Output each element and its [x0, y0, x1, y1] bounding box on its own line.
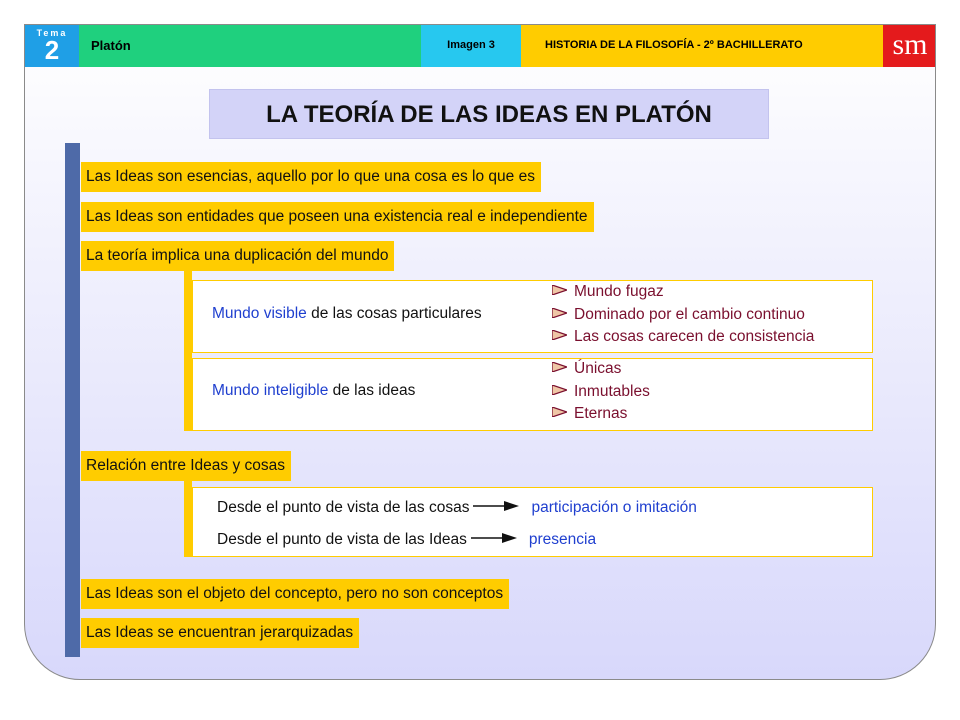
viewpoint-text: Desde el punto de vista de las Ideas	[217, 531, 467, 548]
world-intelligible-name: Mundo inteligible	[212, 382, 329, 399]
relation-panel	[192, 487, 873, 557]
relation-result: participación o imitación	[531, 499, 697, 516]
pointer-triangle-icon	[552, 385, 567, 395]
tema-number: 2	[44, 35, 60, 65]
long-arrow-icon	[471, 533, 517, 543]
world-intelligible-rest: de las ideas	[328, 382, 416, 399]
duplication-connector	[184, 271, 192, 431]
relation-connector	[184, 481, 192, 557]
label-entities: Las Ideas son entidades que poseen una existencia real e independiente	[81, 202, 594, 232]
image-label: Imagen 3	[421, 25, 521, 67]
intelligible-item	[552, 405, 627, 423]
visible-item-label: Dominado por el cambio continuo	[574, 306, 805, 323]
label-duplication: La teoría implica una duplicación del mundo	[81, 241, 394, 271]
relation-row	[217, 531, 596, 549]
world-intelligible-text	[212, 382, 415, 400]
intelligible-item	[552, 383, 650, 401]
label-hierarchy: Las Ideas se encuentran jerarquizadas	[81, 618, 359, 648]
page-title: LA TEORÍA DE LAS IDEAS EN PLATÓN	[209, 89, 769, 139]
tema-badge	[25, 25, 79, 67]
vertical-bar	[65, 143, 80, 657]
visible-item	[552, 306, 805, 324]
intelligible-item-label: Eternas	[574, 405, 628, 422]
visible-item-label: Las cosas carecen de consistencia	[574, 328, 815, 345]
viewpoint-text: Desde el punto de vista de las cosas	[217, 499, 470, 516]
relation-result: presencia	[528, 531, 597, 548]
pointer-triangle-icon	[552, 308, 567, 318]
world-visible-rest: de las cosas particulares	[306, 305, 482, 322]
intelligible-item	[552, 360, 621, 378]
world-visible-name: Mundo visible	[212, 305, 307, 322]
world-visible-text	[212, 305, 482, 323]
intelligible-item-label: Únicas	[574, 360, 622, 377]
relation-row	[217, 499, 697, 517]
course-header: HISTORIA DE LA FILOSOFÍA - 2º BACHILLERATO	[521, 25, 883, 67]
slide	[24, 24, 936, 680]
pointer-triangle-icon	[552, 407, 567, 417]
pointer-triangle-icon	[552, 285, 567, 295]
intelligible-item-label: Inmutables	[574, 383, 650, 400]
world-intelligible-panel	[192, 358, 873, 431]
label-relation: Relación entre Ideas y cosas	[81, 451, 291, 481]
tema-word: Tema	[36, 28, 68, 38]
pointer-triangle-icon	[552, 330, 567, 340]
long-arrow-icon	[473, 501, 519, 511]
sm-logo: sm	[883, 25, 936, 67]
visible-item	[552, 283, 664, 301]
pointer-triangle-icon	[552, 362, 567, 372]
visible-item-label: Mundo fugaz	[574, 283, 664, 300]
topic-header: Platón	[79, 25, 421, 67]
label-concept: Las Ideas son el objeto del concepto, pero no son conceptos	[81, 579, 509, 609]
visible-item	[552, 328, 814, 346]
label-essences: Las Ideas son esencias, aquello por lo que una cosa es lo que es	[81, 162, 541, 192]
